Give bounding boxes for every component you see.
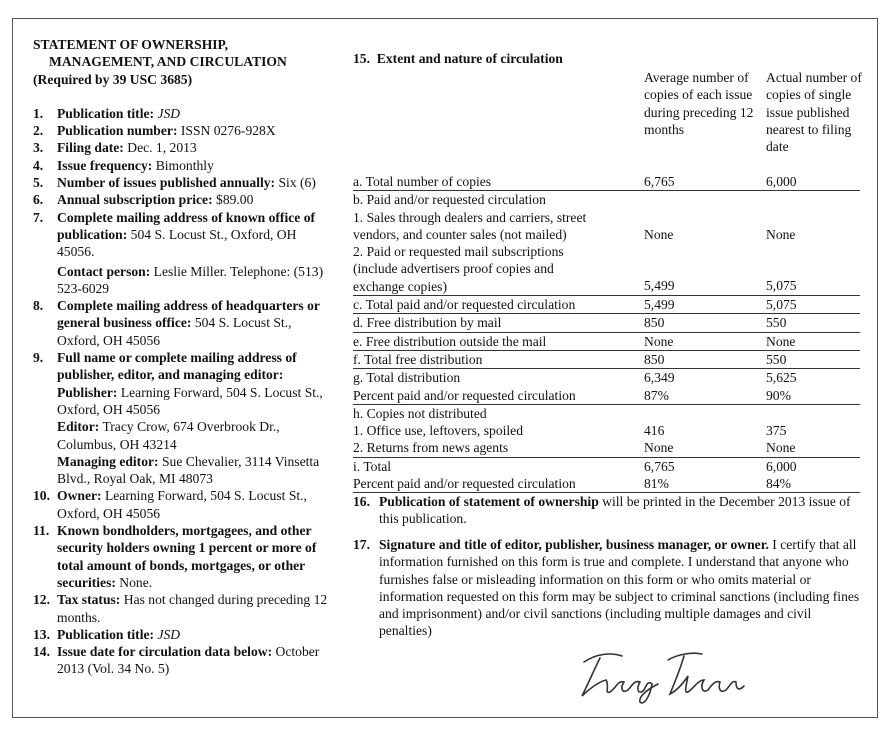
section-17 bbox=[353, 536, 863, 640]
row-label: 2. Paid or requested mail subscriptions (include advertisers proof copies and exchange copies) bbox=[353, 244, 564, 294]
item-11 bbox=[33, 522, 333, 591]
item-6 bbox=[33, 191, 333, 208]
item-label: Publication title: bbox=[57, 626, 155, 642]
section-17-text: I certify that all information furnished on this form is true and complete. I understand that anyone who furnishes false or misleading information on this form or who omits material or information requested on this form may be subject to criminal sanctions (including fines and imprisonment) and/or civil sanctions (including multiple damages and civil penalties) bbox=[379, 537, 860, 639]
item-3 bbox=[33, 139, 333, 156]
item-value: $89.00 bbox=[216, 192, 254, 208]
row-actual-value: 6,000 bbox=[766, 174, 797, 189]
item-value: October 2013 (Vol. 34 No. 5) bbox=[57, 644, 320, 677]
item-value: None. bbox=[119, 574, 153, 590]
managing-editor-label: Managing editor: bbox=[57, 453, 159, 469]
row-actual-value: 6,000 bbox=[766, 458, 797, 474]
item-label: Annual subscription price: bbox=[57, 192, 213, 208]
item-label: Tax status: bbox=[57, 592, 121, 608]
editor-label: Editor: bbox=[57, 419, 100, 435]
row-label: Percent paid and/or requested circulation bbox=[353, 476, 576, 492]
left-column bbox=[33, 36, 333, 678]
item-9 bbox=[33, 349, 333, 487]
section-16-text: will be printed in the December 2013 issue of this publication. bbox=[379, 494, 851, 527]
section-16-label: Publication of statement of ownership bbox=[379, 494, 599, 509]
table-row bbox=[353, 458, 860, 475]
signature-icon bbox=[570, 640, 760, 710]
heading-line-3: (Required by 39 USC 3685) bbox=[33, 71, 193, 87]
item-number: 2. bbox=[33, 123, 44, 139]
item-label: Complete mailing address of known office of publication: bbox=[57, 209, 316, 242]
row-label: Percent paid and/or requested circulation bbox=[353, 387, 576, 403]
row-average-value: 6,765 bbox=[644, 174, 675, 189]
section-16 bbox=[353, 493, 863, 528]
item-1 bbox=[33, 105, 333, 122]
item-12 bbox=[33, 591, 333, 626]
item-8 bbox=[33, 297, 333, 349]
item-number: 13. bbox=[33, 626, 50, 642]
item-number: 9. bbox=[33, 350, 44, 366]
item-label: Issue date for circulation data below: bbox=[57, 644, 273, 660]
item-value: 504 S. Locust St., Oxford, OH 45056. bbox=[57, 226, 297, 260]
row-actual-value: 84% bbox=[766, 476, 791, 492]
item-value: JSD bbox=[157, 105, 181, 121]
row-average-value: 5,499 bbox=[644, 278, 675, 294]
row-actual-value: None bbox=[766, 440, 796, 456]
row-actual-value: None bbox=[766, 226, 796, 242]
item-label: Known bondholders, mortgagees, and other security holders owning 1 percent or more of total amount of bonds, mortgages, or other securities: bbox=[57, 523, 317, 590]
item-value: ISSN 0276-928X bbox=[180, 123, 276, 139]
row-label: h. Copies not distributed bbox=[353, 405, 487, 421]
item-value: Six (6) bbox=[278, 175, 316, 191]
row-average-value: None bbox=[644, 226, 674, 242]
item-value: JSD bbox=[157, 626, 181, 642]
item-number: 1. bbox=[33, 105, 44, 121]
row-actual-value: 550 bbox=[766, 315, 787, 331]
row-average-value: 850 bbox=[644, 351, 665, 367]
section-15-title bbox=[353, 50, 873, 67]
row-average-value: 850 bbox=[644, 315, 665, 331]
item-number: 6. bbox=[33, 192, 44, 208]
table-row bbox=[353, 369, 860, 386]
item-value: Dec. 1, 2013 bbox=[127, 140, 197, 156]
row-average-value: None bbox=[644, 440, 674, 456]
item-number: 8. bbox=[33, 298, 44, 314]
row-actual-value: 5,625 bbox=[766, 370, 797, 386]
item-7 bbox=[33, 209, 333, 297]
item-label: Full name or complete mailing address of publisher, editor, and managing editor: bbox=[57, 350, 297, 383]
item-label: Owner: bbox=[57, 488, 102, 504]
section-number: 16. bbox=[353, 494, 370, 509]
table-row bbox=[353, 209, 860, 244]
row-label: e. Free distribution outside the mail bbox=[353, 333, 547, 349]
publisher-value: Learning Forward, 504 S. Locust St., Oxford, OH 45056 bbox=[57, 384, 323, 417]
row-actual-value: 550 bbox=[766, 351, 787, 367]
item-13 bbox=[33, 626, 333, 643]
table-row bbox=[353, 475, 860, 493]
section-number: 17. bbox=[353, 537, 370, 552]
row-actual-value: 5,075 bbox=[766, 278, 797, 294]
row-label: d. Free distribution by mail bbox=[353, 315, 502, 331]
column-header-average: Average number of copies of each issue during preceding 12 months bbox=[644, 70, 754, 137]
right-column bbox=[353, 50, 873, 639]
row-label: i. Total bbox=[353, 458, 392, 474]
item-number: 5. bbox=[33, 175, 44, 191]
table-row bbox=[353, 243, 860, 296]
table-row bbox=[353, 173, 860, 191]
row-average-value: 6,765 bbox=[644, 458, 675, 474]
column-header-actual: Actual number of copies of single issue published nearest to filing date bbox=[766, 70, 862, 155]
item-number: 4. bbox=[33, 157, 44, 173]
table-row bbox=[353, 296, 860, 314]
row-label: a. Total number of copies bbox=[353, 174, 492, 189]
row-label: f. Total free distribution bbox=[353, 351, 483, 367]
item-label: Publication number: bbox=[57, 123, 178, 139]
item-4 bbox=[33, 157, 333, 174]
row-average-value: 416 bbox=[644, 423, 665, 439]
managing-editor-value: Sue Chevalier, 3114 Vinsetta Blvd., Royal Oak, MI 48073 bbox=[57, 453, 320, 487]
row-average-value: 6,349 bbox=[644, 370, 675, 386]
row-average-value: 81% bbox=[644, 476, 669, 492]
item-number: 11. bbox=[33, 523, 50, 539]
item-10 bbox=[33, 487, 333, 522]
item-value: Learning Forward, 504 S. Locust St., Oxford, OH 45056 bbox=[57, 488, 307, 521]
table-row bbox=[353, 439, 860, 457]
heading-line-2: MANAGEMENT, AND CIRCULATION bbox=[49, 54, 287, 70]
item-14 bbox=[33, 643, 333, 678]
item-number: 10. bbox=[33, 488, 50, 504]
table-row bbox=[353, 333, 860, 351]
item-2 bbox=[33, 122, 333, 139]
item-label: Filing date: bbox=[57, 140, 124, 156]
row-label: 2. Returns from news agents bbox=[353, 440, 509, 456]
table-row bbox=[353, 351, 860, 369]
item-label: Complete mailing address of headquarters or general business office: bbox=[57, 298, 320, 331]
table-row bbox=[353, 422, 860, 439]
section-title: Extent and nature of circulation bbox=[376, 51, 563, 66]
item-number: 14. bbox=[33, 644, 50, 660]
table-row bbox=[353, 314, 860, 332]
statement-heading bbox=[33, 36, 333, 88]
items-list bbox=[33, 105, 333, 678]
section-number: 15. bbox=[353, 51, 370, 66]
row-actual-value: 5,075 bbox=[766, 297, 797, 313]
row-label: g. Total distribution bbox=[353, 370, 461, 386]
contact-person-label: Contact person: bbox=[57, 263, 151, 279]
item-number: 12. bbox=[33, 592, 50, 608]
item-5 bbox=[33, 174, 333, 191]
item-value: Has not changed during preceding 12 months. bbox=[57, 592, 328, 625]
publisher-label: Publisher: bbox=[57, 384, 118, 400]
contact-person-value: Leslie Miller. Telephone: (513) 523-6029 bbox=[57, 263, 324, 296]
row-label: 1. Sales through dealers and carriers, street vendors, and counter sales (not mailed) bbox=[353, 209, 587, 242]
row-actual-value: 90% bbox=[766, 387, 791, 403]
item-label: Issue frequency: bbox=[57, 157, 153, 173]
item-value: Bimonthly bbox=[155, 157, 214, 173]
row-average-value: 87% bbox=[644, 387, 669, 403]
item-number: 3. bbox=[33, 140, 44, 156]
section-17-label: Signature and title of editor, publisher, business manager, or owner. bbox=[379, 537, 769, 552]
row-label: c. Total paid and/or requested circulation bbox=[353, 297, 576, 313]
row-average-value: None bbox=[644, 333, 674, 349]
item-value: 504 S. Locust St., Oxford, OH 45056 bbox=[57, 315, 292, 348]
row-actual-value: 375 bbox=[766, 423, 787, 439]
row-average-value: 5,499 bbox=[644, 297, 675, 313]
table-row bbox=[353, 191, 860, 208]
row-actual-value: None bbox=[766, 333, 796, 349]
item-number: 7. bbox=[33, 209, 44, 225]
row-label: 1. Office use, leftovers, spoiled bbox=[353, 423, 524, 439]
item-label: Number of issues published annually: bbox=[57, 175, 276, 191]
row-label: b. Paid and/or requested circulation bbox=[353, 192, 546, 208]
table-row bbox=[353, 405, 860, 422]
item-label: Publication title: bbox=[57, 105, 155, 121]
table-row bbox=[353, 387, 860, 405]
editor-value: Tracy Crow, 674 Overbrook Dr., Columbus, OH 43214 bbox=[57, 419, 280, 452]
circulation-table bbox=[353, 173, 860, 493]
heading-line-1: STATEMENT OF OWNERSHIP, bbox=[33, 37, 229, 52]
